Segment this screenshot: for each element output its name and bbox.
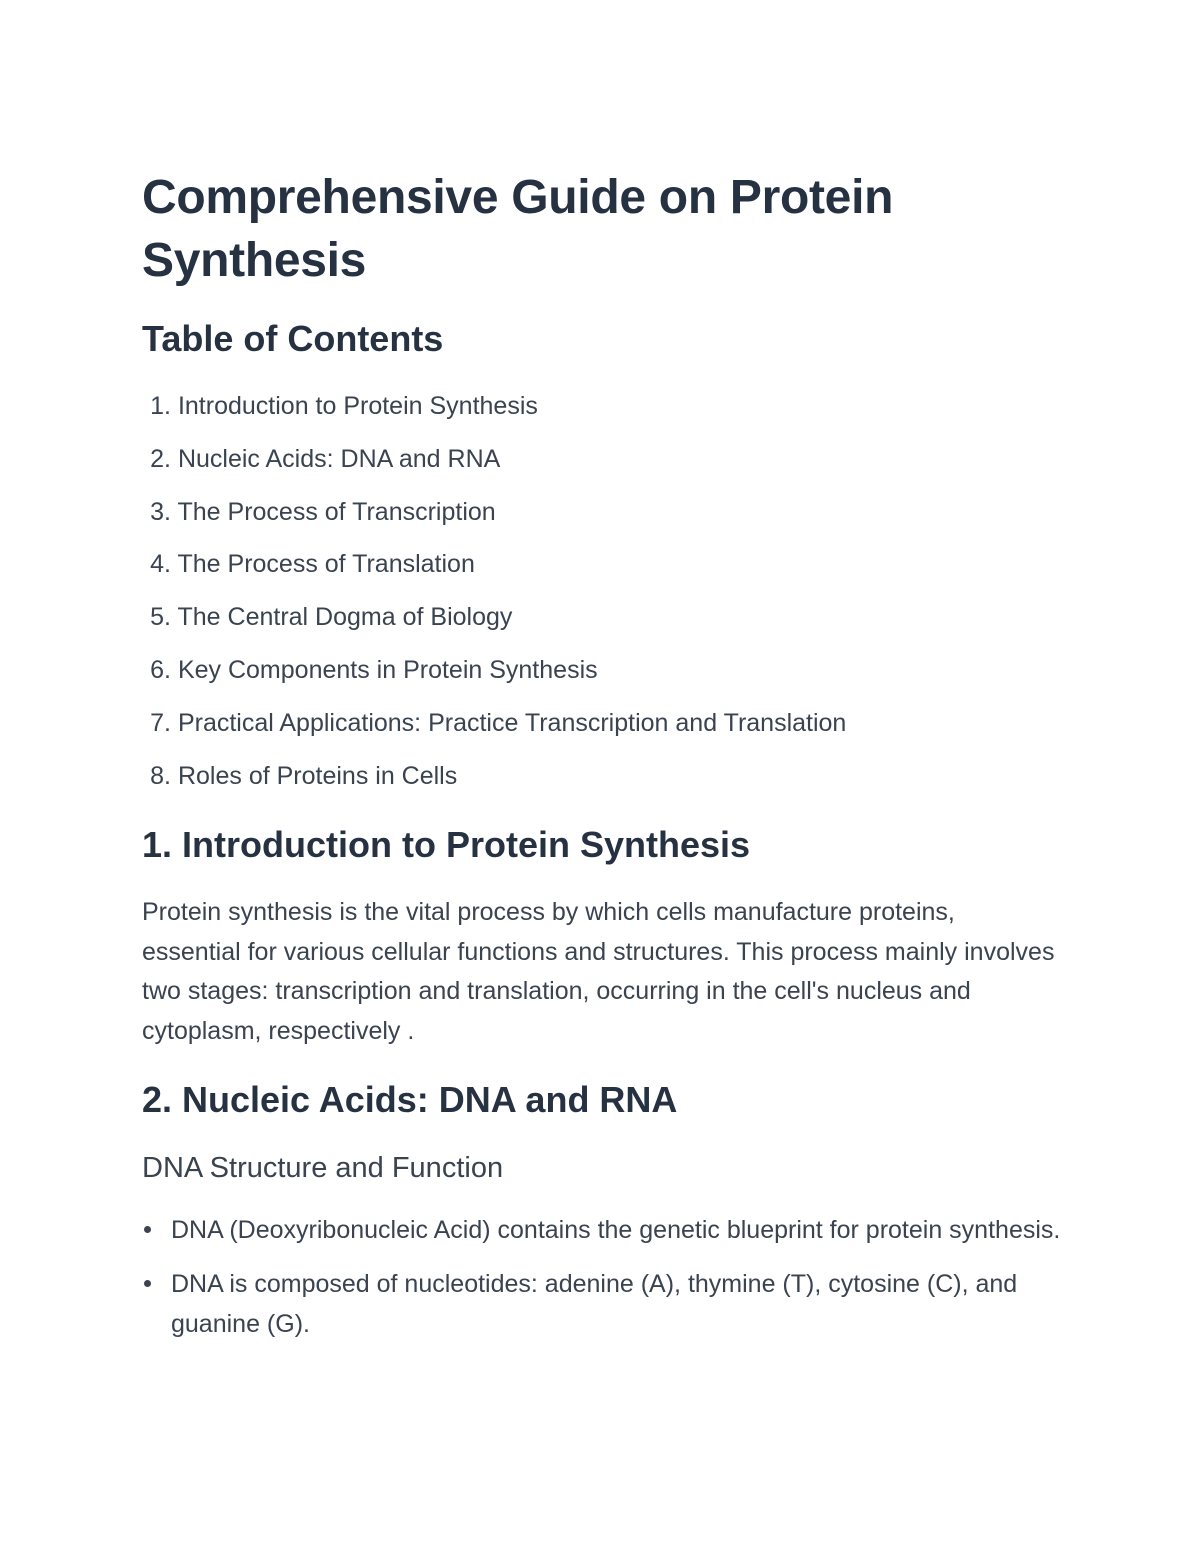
list-item bbox=[142, 1264, 1062, 1344]
toc-item-label: Key Components in Protein Synthesis bbox=[177, 655, 598, 684]
dna-bullet-list bbox=[142, 1210, 1062, 1358]
toc-item-number: 3. bbox=[150, 497, 171, 526]
toc-item-number: 8. bbox=[150, 761, 171, 790]
list-item-text: DNA (Deoxyribonucleic Acid) contains the genetic blueprint for protein synthesis. bbox=[171, 1216, 1061, 1244]
document-title: Comprehensive Guide on Protein Synthesis bbox=[142, 171, 894, 287]
bullet-icon bbox=[144, 1280, 151, 1287]
toc-item-label: The Process of Translation bbox=[177, 550, 475, 579]
toc-item bbox=[142, 652, 846, 705]
toc-item-label: The Central Dogma of Biology bbox=[177, 603, 513, 632]
toc-item bbox=[142, 494, 846, 547]
bullet-icon bbox=[144, 1226, 151, 1233]
toc-item-label: Nucleic Acids: DNA and RNA bbox=[177, 444, 501, 473]
toc-item bbox=[142, 599, 846, 652]
toc-heading: Table of Contents bbox=[142, 318, 444, 359]
toc-item-label: Introduction to Protein Synthesis bbox=[177, 392, 538, 420]
section-heading-nucleic-acids: 2. Nucleic Acids: DNA and RNA bbox=[142, 1079, 678, 1120]
toc-item-number: 6. bbox=[150, 655, 171, 684]
list-item-text: DNA is composed of nucleotides: adenine (A), thymine (T), cytosine (C), and guanine (G). bbox=[171, 1270, 1018, 1338]
toc-item-number: 7. bbox=[150, 708, 171, 737]
section-heading-introduction: 1. Introduction to Protein Synthesis bbox=[142, 824, 751, 865]
toc-item bbox=[142, 441, 846, 494]
toc-item-label: Practical Applications: Practice Transcription and Translation bbox=[177, 708, 847, 737]
toc-item bbox=[142, 758, 846, 811]
table-of-contents bbox=[142, 388, 846, 810]
toc-item-number: 5. bbox=[150, 603, 171, 632]
subheading-dna-structure: DNA Structure and Function bbox=[142, 1152, 504, 1184]
toc-item-label: The Process of Transcription bbox=[177, 497, 496, 526]
toc-item-label: Roles of Proteins in Cells bbox=[177, 761, 458, 790]
toc-item bbox=[142, 705, 846, 758]
toc-item bbox=[142, 546, 846, 599]
toc-item-number: 1. bbox=[150, 392, 171, 420]
toc-item bbox=[142, 388, 846, 441]
introduction-paragraph: Protein synthesis is the vital process by which cells manufacture proteins, essential for various cellular functions and structures. This process mainly involves two stages: transcription and translation, occurring in the cell's nucleus and cytoplasm, respectively . bbox=[142, 898, 1055, 1045]
toc-item-number: 4. bbox=[150, 550, 171, 579]
toc-item-number: 2. bbox=[150, 444, 171, 473]
list-item bbox=[142, 1210, 1062, 1250]
